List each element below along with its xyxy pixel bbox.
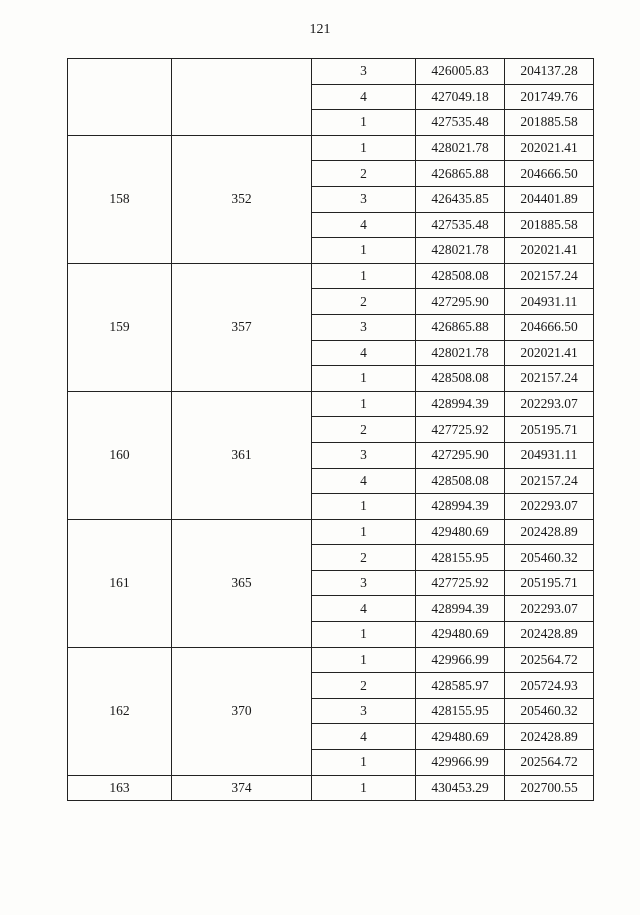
group-value-cell: [172, 59, 312, 136]
x-coordinate-cell: 428994.39: [416, 596, 505, 622]
point-cell: 1: [312, 775, 416, 801]
point-cell: 1: [312, 391, 416, 417]
group-id-cell: 160: [68, 391, 172, 519]
table-row: [68, 391, 594, 417]
y-coordinate-cell: 202428.89: [505, 724, 594, 750]
x-coordinate-cell: 427725.92: [416, 417, 505, 443]
group-id-cell: 158: [68, 135, 172, 263]
x-coordinate-cell: 426435.85: [416, 186, 505, 212]
point-cell: 1: [312, 750, 416, 776]
coordinates-table: [67, 58, 594, 801]
table-row: [68, 519, 594, 545]
table-row: [68, 647, 594, 673]
x-coordinate-cell: 428508.08: [416, 468, 505, 494]
point-cell: 2: [312, 289, 416, 315]
point-cell: 2: [312, 545, 416, 571]
point-cell: 4: [312, 84, 416, 110]
table-row: [68, 59, 594, 85]
y-coordinate-cell: 202564.72: [505, 647, 594, 673]
point-cell: 1: [312, 110, 416, 136]
x-coordinate-cell: 426005.83: [416, 59, 505, 85]
y-coordinate-cell: 205460.32: [505, 698, 594, 724]
point-cell: 2: [312, 673, 416, 699]
point-cell: 2: [312, 417, 416, 443]
y-coordinate-cell: 204666.50: [505, 314, 594, 340]
x-coordinate-cell: 428021.78: [416, 135, 505, 161]
y-coordinate-cell: 202428.89: [505, 622, 594, 648]
group-id-cell: 159: [68, 263, 172, 391]
y-coordinate-cell: 202428.89: [505, 519, 594, 545]
y-coordinate-cell: 205195.71: [505, 570, 594, 596]
point-cell: 1: [312, 519, 416, 545]
group-value-cell: 361: [172, 391, 312, 519]
y-coordinate-cell: 205724.93: [505, 673, 594, 699]
x-coordinate-cell: 430453.29: [416, 775, 505, 801]
x-coordinate-cell: 428585.97: [416, 673, 505, 699]
y-coordinate-cell: 205460.32: [505, 545, 594, 571]
point-cell: 1: [312, 366, 416, 392]
group-id-cell: 161: [68, 519, 172, 647]
x-coordinate-cell: 428994.39: [416, 494, 505, 520]
y-coordinate-cell: 201885.58: [505, 212, 594, 238]
point-cell: 4: [312, 212, 416, 238]
y-coordinate-cell: 202021.41: [505, 340, 594, 366]
y-coordinate-cell: 205195.71: [505, 417, 594, 443]
x-coordinate-cell: 427725.92: [416, 570, 505, 596]
y-coordinate-cell: 204931.11: [505, 442, 594, 468]
y-coordinate-cell: 202293.07: [505, 494, 594, 520]
point-cell: 3: [312, 314, 416, 340]
page-number: 121: [309, 22, 331, 37]
y-coordinate-cell: 202021.41: [505, 135, 594, 161]
x-coordinate-cell: 427535.48: [416, 212, 505, 238]
x-coordinate-cell: 429966.99: [416, 647, 505, 673]
x-coordinate-cell: 427295.90: [416, 442, 505, 468]
y-coordinate-cell: 202564.72: [505, 750, 594, 776]
y-coordinate-cell: 201885.58: [505, 110, 594, 136]
x-coordinate-cell: 428155.95: [416, 698, 505, 724]
x-coordinate-cell: 429480.69: [416, 724, 505, 750]
x-coordinate-cell: 427295.90: [416, 289, 505, 315]
group-value-cell: 352: [172, 135, 312, 263]
x-coordinate-cell: 427049.18: [416, 84, 505, 110]
group-id-cell: [68, 59, 172, 136]
y-coordinate-cell: 204401.89: [505, 186, 594, 212]
point-cell: 4: [312, 340, 416, 366]
x-coordinate-cell: 429966.99: [416, 750, 505, 776]
group-value-cell: 365: [172, 519, 312, 647]
x-coordinate-cell: 428155.95: [416, 545, 505, 571]
table-row: [68, 263, 594, 289]
point-cell: 3: [312, 442, 416, 468]
y-coordinate-cell: 202157.24: [505, 468, 594, 494]
y-coordinate-cell: 202157.24: [505, 366, 594, 392]
y-coordinate-cell: 202021.41: [505, 238, 594, 264]
point-cell: 4: [312, 468, 416, 494]
point-cell: 4: [312, 724, 416, 750]
y-coordinate-cell: 201749.76: [505, 84, 594, 110]
point-cell: 3: [312, 59, 416, 85]
point-cell: 1: [312, 622, 416, 648]
x-coordinate-cell: 426865.88: [416, 161, 505, 187]
point-cell: 3: [312, 186, 416, 212]
group-value-cell: 357: [172, 263, 312, 391]
point-cell: 1: [312, 647, 416, 673]
x-coordinate-cell: 428994.39: [416, 391, 505, 417]
x-coordinate-cell: 427535.48: [416, 110, 505, 136]
point-cell: 3: [312, 698, 416, 724]
x-coordinate-cell: 428508.08: [416, 366, 505, 392]
y-coordinate-cell: 204666.50: [505, 161, 594, 187]
y-coordinate-cell: 202293.07: [505, 596, 594, 622]
x-coordinate-cell: 429480.69: [416, 519, 505, 545]
table-row: [68, 135, 594, 161]
point-cell: 1: [312, 135, 416, 161]
group-value-cell: 374: [172, 775, 312, 801]
point-cell: 4: [312, 596, 416, 622]
group-id-cell: 163: [68, 775, 172, 801]
point-cell: 2: [312, 161, 416, 187]
x-coordinate-cell: 428021.78: [416, 340, 505, 366]
group-value-cell: 370: [172, 647, 312, 775]
table-row: [68, 775, 594, 801]
point-cell: 1: [312, 494, 416, 520]
table-body: [68, 59, 594, 801]
y-coordinate-cell: 202293.07: [505, 391, 594, 417]
x-coordinate-cell: 426865.88: [416, 314, 505, 340]
x-coordinate-cell: 429480.69: [416, 622, 505, 648]
point-cell: 3: [312, 570, 416, 596]
y-coordinate-cell: 204931.11: [505, 289, 594, 315]
x-coordinate-cell: 428508.08: [416, 263, 505, 289]
y-coordinate-cell: 202157.24: [505, 263, 594, 289]
y-coordinate-cell: 204137.28: [505, 59, 594, 85]
x-coordinate-cell: 428021.78: [416, 238, 505, 264]
point-cell: 1: [312, 263, 416, 289]
y-coordinate-cell: 202700.55: [505, 775, 594, 801]
point-cell: 1: [312, 238, 416, 264]
group-id-cell: 162: [68, 647, 172, 775]
